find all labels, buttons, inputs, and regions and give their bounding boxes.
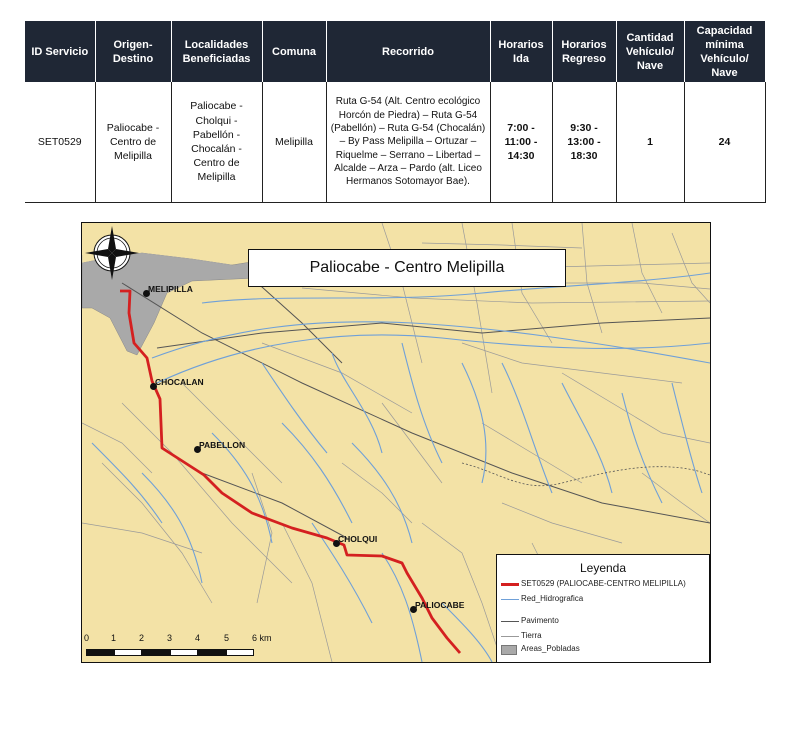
region-boundary	[462, 463, 710, 486]
compass-rose-icon	[84, 225, 140, 281]
scale-bar	[82, 633, 342, 663]
header-localidades: Localidades Beneficiadas	[171, 21, 262, 82]
scale-tick: 3	[167, 633, 173, 643]
header-comuna: Comuna	[262, 21, 326, 82]
scale-segment	[114, 649, 142, 656]
legend-label: Pavimento	[521, 616, 559, 625]
river-line-icon	[501, 599, 519, 600]
scale-segment	[142, 649, 170, 656]
header-capacidad: Capacidad mínima Vehículo/ Nave	[684, 21, 765, 82]
header-horarios-ida: Horarios Ida	[490, 21, 552, 82]
cell-horarios-regreso: 9:30 - 13:00 - 18:30	[552, 82, 616, 203]
legend-title: Leyenda	[579, 561, 627, 575]
legend-label: Red_Hidrografica	[521, 593, 584, 603]
route-line-icon	[501, 583, 519, 586]
cell-localidades: Paliocabe - Cholqui - Pabellón - Chocalán - Centro de Melipilla	[171, 82, 262, 203]
service-table	[25, 21, 766, 203]
legend-item-route	[497, 578, 709, 593]
cell-origen-destino: Paliocabe - Centro de Melipilla	[95, 82, 171, 203]
map-legend	[496, 554, 710, 663]
road-line-icon	[501, 621, 519, 622]
legend-item-pavimento	[497, 615, 709, 630]
place-label-cholqui: CHOLQUI	[338, 534, 378, 544]
legend-item-hidrografica	[497, 593, 709, 608]
cell-cantidad: 1	[616, 82, 684, 203]
cell-id: SET0529	[25, 82, 95, 203]
scale-tick: 4	[195, 633, 201, 643]
legend-label: Areas_Pobladas	[521, 643, 580, 653]
route-set0529	[120, 291, 460, 653]
scale-tick: 1	[111, 633, 117, 643]
route-map[interactable]	[81, 222, 711, 663]
header-origen-destino: Origen- Destino	[95, 21, 171, 82]
legend-item-tierra	[497, 630, 709, 643]
cell-recorrido: Ruta G-54 (Alt. Centro ecológico Horcón de Piedra) – Ruta G-54 (Pabellón) – Ruta G-54 (Chocalán) – By Pass Melipilla – Ortuzar – Riquelme – Serrano – Libertad – Alcalde – Arza – Pardo (alt. Liceo Hermanos Sotomayor Bae).	[326, 82, 490, 203]
header-horarios-regreso: Horarios Regreso	[552, 21, 616, 82]
legend-label: Tierra	[521, 630, 542, 640]
dirt-road-line-icon	[501, 636, 519, 637]
cell-capacidad: 24	[684, 82, 765, 203]
urban-area-swatch-icon	[501, 645, 517, 655]
table-row	[25, 82, 765, 203]
legend-item-areas	[497, 643, 709, 658]
scale-tick: 2	[139, 633, 145, 643]
roads-pavimento	[122, 278, 710, 538]
place-label-pabellon: PABELLON	[199, 440, 246, 450]
place-label-paliocabe: PALIOCABE	[415, 600, 465, 610]
scale-segment	[226, 649, 254, 656]
place-label-melipilla: MELIPILLA	[148, 284, 193, 294]
map-title: Paliocabe - Centro Melipilla	[248, 249, 566, 287]
header-cantidad: Cantidad Vehículo/ Nave	[616, 21, 684, 82]
scale-tick: 6 km	[252, 633, 272, 643]
header-recorrido: Recorrido	[326, 21, 490, 82]
legend-label: SET0529 (PALIOCABE-CENTRO MELIPILLA)	[521, 579, 686, 588]
place-label-chocalan: CHOCALAN	[155, 377, 204, 387]
header-id-servicio: ID Servicio	[25, 21, 95, 82]
cell-comuna: Melipilla	[262, 82, 326, 203]
scale-tick: 0	[84, 633, 90, 643]
scale-segment	[170, 649, 198, 656]
scale-segment	[86, 649, 114, 656]
scale-tick: 5	[224, 633, 230, 643]
cell-horarios-ida: 7:00 - 11:00 - 14:30	[490, 82, 552, 203]
scale-segment	[198, 649, 226, 656]
